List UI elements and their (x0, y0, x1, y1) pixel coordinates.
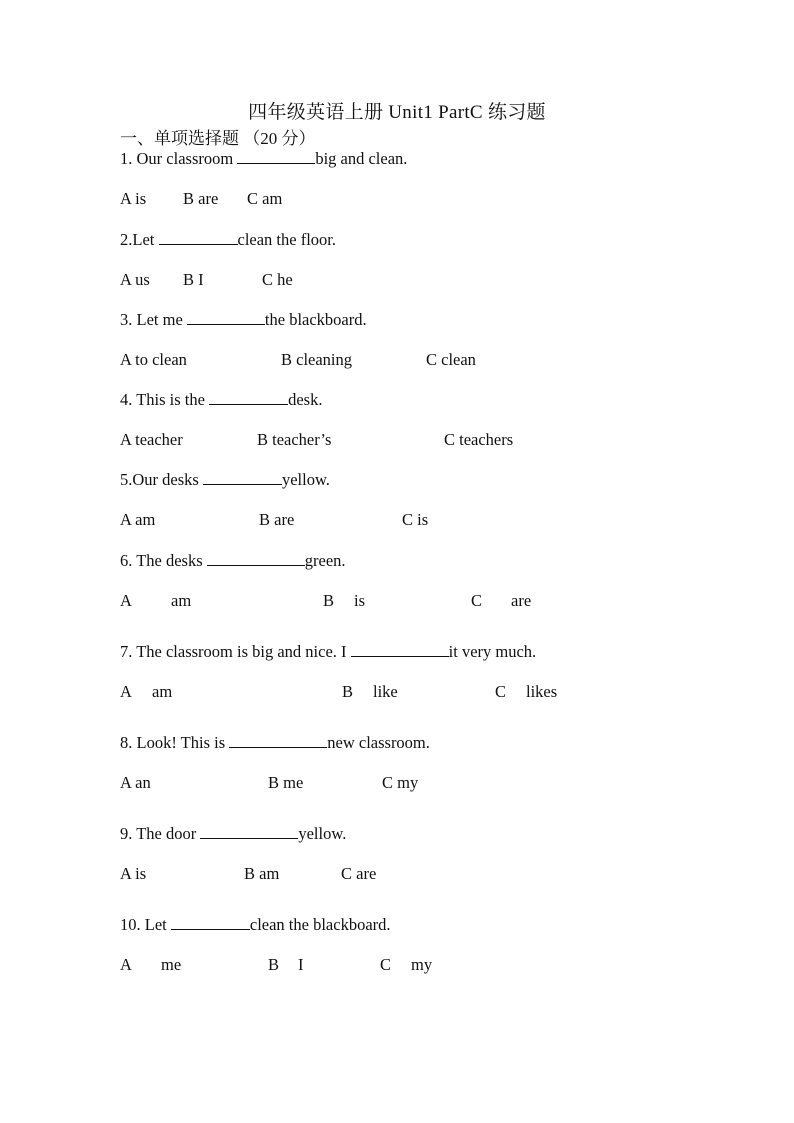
option-a: A teacher (120, 430, 183, 449)
option-a: A is (120, 864, 147, 883)
option-a-text: am (171, 591, 192, 610)
option-a: A is (120, 189, 147, 208)
question-4-text-before: 4. This is the (120, 390, 210, 409)
option-b-text: like (373, 682, 398, 701)
option-b-letter: B (342, 682, 354, 701)
option-a-letter: A (120, 591, 132, 610)
option-b-letter: B (323, 591, 335, 610)
option-c-letter: C (380, 955, 392, 974)
option-b-letter: B (268, 955, 280, 974)
question-6-text-before: 6. The desks (120, 551, 207, 570)
answer-blank (171, 928, 250, 930)
question-8-text-after: new classroom. (327, 733, 430, 752)
option-c-text: likes (526, 682, 558, 701)
question-2-text-before: 2.Let (120, 230, 159, 249)
option-a: A us (120, 270, 150, 289)
answer-blank (203, 483, 282, 485)
answer-blank (237, 162, 315, 164)
option-a-letter: A (120, 682, 132, 701)
option-b-text: is (354, 591, 366, 610)
option-a-text: me (161, 955, 182, 974)
option-a: A to clean (120, 350, 187, 369)
option-b: B am (244, 864, 280, 883)
option-c: C teachers (444, 430, 514, 449)
option-c-text: my (411, 955, 433, 974)
question-10 (120, 915, 391, 935)
question-9 (120, 824, 346, 844)
option-c-letter: C (495, 682, 507, 701)
option-a: A am (120, 510, 156, 529)
answer-blank (187, 323, 265, 325)
question-5 (120, 470, 330, 490)
question-9-text-before: 9. The door (120, 824, 201, 843)
answer-blank (159, 243, 238, 245)
option-c: C clean (426, 350, 476, 369)
option-c: C my (382, 773, 419, 792)
question-4-text-after: desk. (288, 390, 323, 409)
question-2 (120, 230, 336, 250)
question-1-text-after: big and clean. (315, 149, 408, 168)
option-a-text: am (152, 682, 173, 701)
option-b-text: I (298, 955, 304, 974)
question-10-text-after: clean the blackboard. (249, 915, 391, 934)
answer-blank (200, 837, 298, 839)
question-2-text-after: clean the floor. (237, 230, 337, 249)
question-3 (120, 310, 367, 330)
question-1 (120, 149, 407, 169)
option-c: C are (341, 864, 377, 883)
question-7-text-after: it very much. (448, 642, 537, 661)
question-10-text-before: 10. Let (120, 915, 171, 934)
question-3-text-before: 3. Let me (120, 310, 187, 329)
answer-blank (351, 655, 449, 657)
option-b: B I (183, 270, 204, 289)
question-7-text-before: 7. The classroom is big and nice. I (120, 642, 351, 661)
question-9-text-after: yellow. (298, 824, 347, 843)
option-c: C is (402, 510, 429, 529)
question-5-text-after: yellow. (281, 470, 330, 489)
question-1-text-before: 1. Our classroom (120, 149, 238, 168)
option-b: B teacher’s (257, 430, 332, 449)
option-b: B are (259, 510, 295, 529)
question-3-text-after: the blackboard. (264, 310, 367, 329)
question-7 (120, 642, 536, 662)
page-title: 四年级英语上册 Unit1 PartC 练习题 (248, 102, 546, 123)
question-8 (120, 733, 430, 753)
question-4 (120, 390, 322, 410)
option-c: C he (262, 270, 293, 289)
option-c-text: are (511, 591, 532, 610)
question-6 (120, 551, 346, 571)
section-heading: 一、单项选择题 （20 分） (120, 129, 316, 148)
option-a-letter: A (120, 955, 132, 974)
question-6-text-after: green. (304, 551, 346, 570)
question-8-text-before: 8. Look! This is (120, 733, 230, 752)
option-c-letter: C (471, 591, 483, 610)
answer-blank (229, 746, 327, 748)
answer-blank (209, 403, 288, 405)
answer-blank (207, 564, 305, 566)
option-b: B are (183, 189, 219, 208)
option-a: A an (120, 773, 151, 792)
option-b: B cleaning (281, 350, 353, 369)
option-c: C am (247, 189, 283, 208)
question-5-text-before: 5.Our desks (120, 470, 203, 489)
option-b: B me (268, 773, 304, 792)
